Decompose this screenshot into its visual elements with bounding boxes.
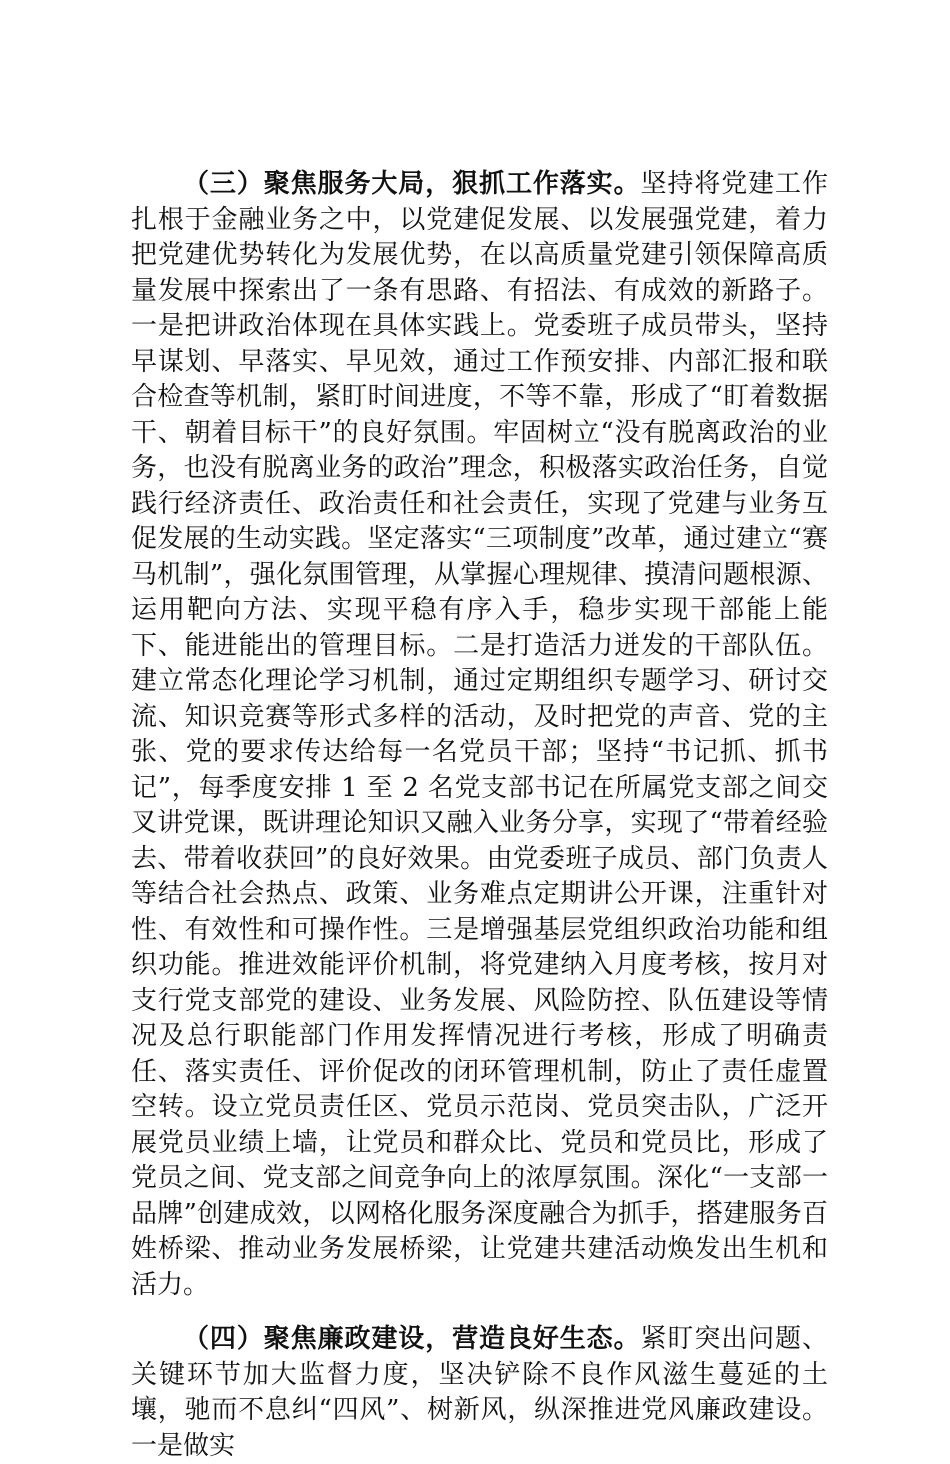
document-page	[131, 167, 828, 1464]
section-heading: （三）聚焦服务大局，狠抓工作落实。	[183, 169, 641, 199]
section-heading: （四）聚焦廉政建设，营造良好生态。	[183, 1324, 641, 1354]
paragraph-body: 紧盯突出问题、关键环节加大监督力度，坚决铲除不良作风滋生蔓延的土壤，驰而不息纠“四风”、树新风，纵深推进党风廉政建设。一是做实	[131, 1324, 828, 1461]
paragraph-section-3	[131, 167, 828, 1303]
paragraph-body: 坚持将党建工作扎根于金融业务之中，以党建促发展、以发展强党建，着力把党建优势转化为发展优势，在以高质量党建引领保障高质量发展中探索出了一条有思路、有招法、有成效的新路子。一是把讲政治体现在具体实践上。党委班子成员带头，坚持早谋划、早落实、早见效，通过工作预安排、内部汇报和联合检查等机制，紧盯时间进度，不等不靠，形成了“盯着数据干、朝着目标干”的良好氛围。牢固树立“没有脱离政治的业务，也没有脱离业务的政治”理念，积极落实政治任务，自觉践行经济责任、政治责任和社会责任，实现了党建与业务互促发展的生动实践。坚定落实“三项制度”改革，通过建立“赛马机制”，强化氛围管理，从掌握心理规律、摸清问题根源、运用靶向方法、实现平稳有序入手，稳步实现干部能上能下、能进能出的管理目标。二是打造活力迸发的干部队伍。建立常态化理论学习机制，通过定期组织专题学习、研讨交流、知识竞赛等形式多样的活动，及时把党的声音、党的主张、党的要求传达给每一名党员干部；坚持“书记抓、抓书记”，每季度安排 1 至 2 名党支部书记在所属党支部之间交叉讲党课，既讲理论知识又融入业务分享，实现了“带着经验去、带着收获回”的良好效果。由党委班子成员、部门负责人等结合社会热点、政策、业务难点定期讲公开课，注重针对性、有效性和可操作性。三是增强基层党组织政治功能和组织功能。推进效能评价机制，将党建纳入月度考核，按月对支行党支部党的建设、业务发展、风险防控、队伍建设等情况及总行职能部门作用发挥情况进行考核，形成了明确责任、落实责任、评价促改的闭环管理机制，防止了责任虚置空转。设立党员责任区、党员示范岗、党员突击队，广泛开展党员业绩上墙，让党员和群众比、党员和党员比，形成了党员之间、党支部之间竞争向上的浓厚氛围。深化“一支部一品牌”创建成效，以网格化服务深度融合为抓手，搭建服务百姓桥梁、推动业务发展桥梁，让党建共建活动焕发出生机和活力。	[131, 169, 828, 1300]
paragraph-section-4	[131, 1322, 828, 1464]
